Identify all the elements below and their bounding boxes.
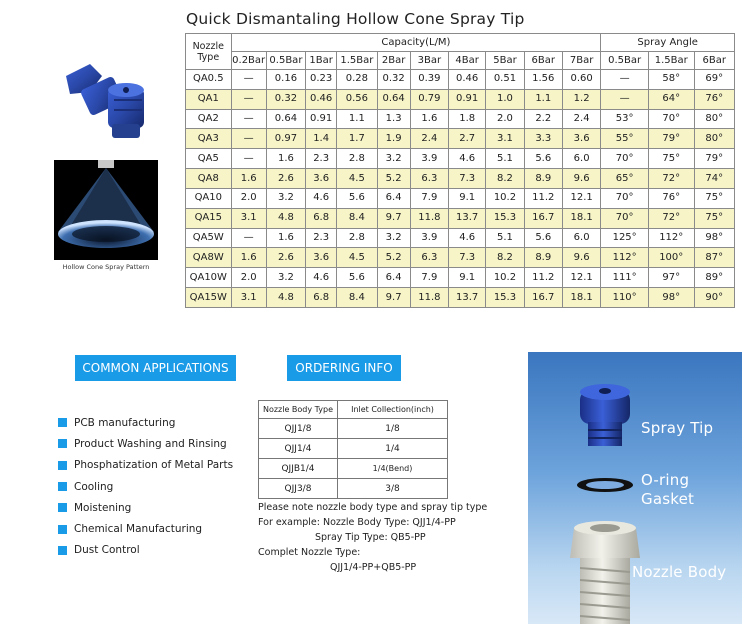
capacity-cell: 9.7 [377, 288, 410, 308]
capacity-cell: 5.6 [337, 268, 377, 288]
capacity-cell: 7.3 [449, 169, 486, 189]
capacity-cell: 0.32 [266, 89, 305, 109]
capacity-cell: 10.2 [486, 188, 524, 208]
capacity-cell: 0.56 [337, 89, 377, 109]
capacity-cell: 4.6 [449, 149, 486, 169]
list-item [58, 476, 233, 497]
bullet-square-icon [58, 546, 67, 555]
spray-angle-cell: 53° [601, 109, 649, 129]
capacity-cell: 0.91 [306, 109, 337, 129]
spray-angle-cell: 125° [601, 228, 649, 248]
capacity-cell: 2.6 [266, 169, 305, 189]
capacity-cell: 2.0 [486, 109, 524, 129]
capacity-cell: 1.6 [266, 228, 305, 248]
spray-angle-cell: 80° [694, 129, 734, 149]
capacity-pressure-header: 0.5Bar [266, 52, 305, 70]
capacity-cell: 5.2 [377, 169, 410, 189]
capacity-pressure-header: 1.5Bar [337, 52, 377, 70]
capacity-cell: 3.6 [306, 248, 337, 268]
table-row [186, 188, 735, 208]
bullet-square-icon [58, 503, 67, 512]
list-item [58, 497, 233, 518]
application-label: Product Washing and Rinsing [74, 437, 227, 450]
capacity-cell: — [231, 149, 266, 169]
capacity-cell: 18.1 [562, 208, 600, 228]
nozzle-type-cell: QA3 [186, 129, 232, 149]
inlet-connection-header: Inlet Collection(inch) [338, 401, 448, 419]
angle-pressure-header: 6Bar [694, 52, 734, 70]
spray-angle-cell: 76° [694, 89, 734, 109]
capacity-cell: 1.6 [266, 149, 305, 169]
spray-angle-cell: 90° [694, 288, 734, 308]
capacity-cell: 0.91 [449, 89, 486, 109]
spray-angle-cell: 70° [601, 188, 649, 208]
capacity-cell: — [231, 228, 266, 248]
capacity-cell: 0.60 [562, 70, 600, 90]
capacity-cell: 1.8 [449, 109, 486, 129]
capacity-cell: 15.3 [486, 208, 524, 228]
capacity-pressure-header: 6Bar [524, 52, 562, 70]
capacity-cell: 7.9 [410, 268, 448, 288]
spray-angle-cell: 58° [648, 70, 694, 90]
capacity-cell: 11.8 [410, 288, 448, 308]
capacity-cell: 1.7 [337, 129, 377, 149]
capacity-cell: 0.97 [266, 129, 305, 149]
spray-angle-cell: 75° [694, 208, 734, 228]
capacity-pressure-header: 5Bar [486, 52, 524, 70]
spray-angle-cell: 70° [601, 208, 649, 228]
capacity-pressure-header: 7Bar [562, 52, 600, 70]
capacity-pressure-header: 1Bar [306, 52, 337, 70]
nozzle-type-header: Nozzle Type [186, 34, 232, 70]
application-label: Dust Control [74, 544, 140, 557]
ordering-table-body [259, 419, 448, 499]
capacity-cell: 6.3 [410, 248, 448, 268]
capacity-cell: 15.3 [486, 288, 524, 308]
spray-angle-cell: — [601, 89, 649, 109]
capacity-cell: 0.79 [410, 89, 448, 109]
body-type-cell: QJJB1/4 [259, 459, 338, 479]
table-row [186, 288, 735, 308]
capacity-cell: 8.2 [486, 248, 524, 268]
table-row [259, 439, 448, 459]
capacity-cell: 9.1 [449, 188, 486, 208]
capacity-cell: 12.1 [562, 188, 600, 208]
spray-angle-cell: 64° [648, 89, 694, 109]
capacity-cell: 5.1 [486, 149, 524, 169]
capacity-cell: 1.1 [337, 109, 377, 129]
list-item [58, 455, 233, 476]
ordering-info-heading: ORDERING INFO [287, 355, 401, 381]
table-row [259, 479, 448, 499]
capacity-cell: 3.1 [231, 288, 266, 308]
capacity-cell: 1.6 [231, 248, 266, 268]
capacity-cell: 3.1 [486, 129, 524, 149]
spray-angle-cell: 111° [601, 268, 649, 288]
capacity-cell: 11.2 [524, 188, 562, 208]
capacity-cell: 2.4 [410, 129, 448, 149]
ordering-note: Please note nozzle body type and spray tip type [258, 502, 488, 513]
capacity-cell: 9.1 [449, 268, 486, 288]
capacity-pressure-header: 3Bar [410, 52, 448, 70]
capacity-cell: 1.56 [524, 70, 562, 90]
hollow-cone-spray-illustration [54, 160, 158, 260]
capacity-cell: 8.9 [524, 248, 562, 268]
spray-angle-cell: 76° [648, 188, 694, 208]
capacity-cell: 4.5 [337, 169, 377, 189]
capacity-cell: 13.7 [449, 288, 486, 308]
bullet-square-icon [58, 525, 67, 534]
spray-tip-label: Spray Tip [641, 419, 714, 437]
common-applications-heading: COMMON APPLICATIONS [75, 355, 236, 381]
nozzle-type-cell: QA5 [186, 149, 232, 169]
spray-angle-cell: 97° [648, 268, 694, 288]
capacity-table-body [186, 70, 735, 308]
capacity-cell: 2.8 [337, 228, 377, 248]
table-row [186, 169, 735, 189]
capacity-cell: 2.6 [266, 248, 305, 268]
capacity-cell: 4.5 [337, 248, 377, 268]
spray-angle-header: Spray Angle [601, 34, 735, 52]
capacity-cell: — [231, 129, 266, 149]
spray-angle-cell: 65° [601, 169, 649, 189]
spray-angle-cell: 98° [694, 228, 734, 248]
list-item [58, 518, 233, 539]
capacity-cell: 9.7 [377, 208, 410, 228]
capacity-cell: 7.9 [410, 188, 448, 208]
spray-angle-cell: 112° [648, 228, 694, 248]
inlet-connection-cell: 1/4 [338, 439, 448, 459]
nozzle-type-cell: QA2 [186, 109, 232, 129]
capacity-cell: 0.28 [337, 70, 377, 90]
spray-angle-cell: 79° [694, 149, 734, 169]
table-row [186, 248, 735, 268]
capacity-cell: 8.9 [524, 169, 562, 189]
capacity-cell: 3.1 [231, 208, 266, 228]
capacity-cell: 16.7 [524, 208, 562, 228]
assembly-illustration [528, 352, 742, 624]
table-row [186, 208, 735, 228]
table-row [186, 109, 735, 129]
application-label: Phosphatization of Metal Parts [74, 459, 234, 472]
spray-angle-cell: 72° [648, 169, 694, 189]
capacity-cell: 1.2 [562, 89, 600, 109]
oring-label-line1: O-ring [641, 471, 690, 489]
spray-angle-cell: 112° [601, 248, 649, 268]
capacity-cell: 0.23 [306, 70, 337, 90]
spray-angle-cell: 69° [694, 70, 734, 90]
bullet-square-icon [58, 461, 67, 470]
capacity-cell: 3.2 [266, 188, 305, 208]
capacity-cell: 9.6 [562, 169, 600, 189]
example-tip-type: Spray Tip Type: QB5-PP [315, 532, 426, 543]
capacity-cell: 4.6 [449, 228, 486, 248]
application-label: Cooling [74, 480, 114, 493]
nozzle-type-cell: QA8W [186, 248, 232, 268]
nozzle-type-cell: QA15 [186, 208, 232, 228]
capacity-cell: 1.0 [486, 89, 524, 109]
capacity-cell: 0.51 [486, 70, 524, 90]
capacity-table [185, 33, 735, 308]
table-row [186, 149, 735, 169]
capacity-cell: 3.6 [562, 129, 600, 149]
capacity-cell: 5.1 [486, 228, 524, 248]
spray-angle-cell: 87° [694, 248, 734, 268]
capacity-pressure-header: 4Bar [449, 52, 486, 70]
application-label: Chemical Manufacturing [74, 523, 203, 536]
capacity-cell: 3.2 [377, 149, 410, 169]
nozzle-type-cell: QA8 [186, 169, 232, 189]
list-item [58, 412, 233, 433]
capacity-cell: 2.0 [231, 188, 266, 208]
applications-list [58, 412, 233, 561]
capacity-cell: 0.39 [410, 70, 448, 90]
table-row [186, 228, 735, 248]
inlet-connection-cell: 1/4(Bend) [338, 459, 448, 479]
nozzle-type-cell: QA5W [186, 228, 232, 248]
angle-pressure-header: 0.5Bar [601, 52, 649, 70]
table-row [186, 89, 735, 109]
capacity-cell: — [231, 89, 266, 109]
capacity-pressure-header: 2Bar [377, 52, 410, 70]
page-title: Quick Dismantaling Hollow Cone Spray Tip [186, 10, 525, 28]
capacity-cell: 0.64 [266, 109, 305, 129]
exploded-assembly-diagram [528, 352, 742, 624]
capacity-cell: 2.3 [306, 149, 337, 169]
spray-angle-cell: 80° [694, 109, 734, 129]
spray-angle-cell: 74° [694, 169, 734, 189]
capacity-cell: 3.9 [410, 149, 448, 169]
spray-angle-cell: 72° [648, 208, 694, 228]
capacity-cell: 2.3 [306, 228, 337, 248]
nozzle-product-photo [54, 54, 158, 152]
spray-angle-cell: 70° [601, 149, 649, 169]
pressure-header-row [186, 52, 735, 70]
spray-angle-cell: 110° [601, 288, 649, 308]
capacity-cell: — [231, 70, 266, 90]
capacity-cell: 11.8 [410, 208, 448, 228]
table-row [186, 70, 735, 90]
complete-nozzle-label: Complet Nozzle Type: [258, 547, 361, 558]
spray-angle-cell: 79° [648, 129, 694, 149]
capacity-cell: 6.0 [562, 149, 600, 169]
capacity-cell: 8.4 [337, 288, 377, 308]
capacity-cell: 3.2 [266, 268, 305, 288]
nozzle-illustration [54, 54, 158, 152]
spray-angle-cell: 75° [694, 188, 734, 208]
capacity-cell: 5.2 [377, 248, 410, 268]
capacity-cell: 5.6 [524, 149, 562, 169]
list-item [58, 540, 233, 561]
capacity-cell: 3.9 [410, 228, 448, 248]
spray-angle-cell: 100° [648, 248, 694, 268]
example-body-type: For example: Nozzle Body Type: QJJ1/4-PP [258, 517, 456, 528]
capacity-cell: 8.4 [337, 208, 377, 228]
capacity-cell: 1.1 [524, 89, 562, 109]
nozzle-type-cell: QA0.5 [186, 70, 232, 90]
table-row [259, 419, 448, 439]
spray-angle-cell: 89° [694, 268, 734, 288]
capacity-cell: 4.8 [266, 288, 305, 308]
spray-angle-cell: 55° [601, 129, 649, 149]
spray-pattern-photo [54, 160, 158, 260]
capacity-cell: 0.32 [377, 70, 410, 90]
inlet-connection-cell: 1/8 [338, 419, 448, 439]
capacity-cell: 8.2 [486, 169, 524, 189]
capacity-cell: 2.8 [337, 149, 377, 169]
capacity-cell: 6.3 [410, 169, 448, 189]
capacity-cell: 6.8 [306, 208, 337, 228]
capacity-cell: 7.3 [449, 248, 486, 268]
capacity-cell: 10.2 [486, 268, 524, 288]
complete-nozzle-value: QJJ1/4-PP+QB5-PP [330, 562, 417, 573]
capacity-header: Capacity(L/M) [231, 34, 601, 52]
capacity-cell: 2.7 [449, 129, 486, 149]
capacity-cell: 0.46 [449, 70, 486, 90]
capacity-cell: 1.6 [231, 169, 266, 189]
body-type-header: Nozzle Body Type [259, 401, 338, 419]
nozzle-type-cell: QA10W [186, 268, 232, 288]
nozzle-body-part [570, 521, 640, 624]
spray-pattern-caption: Hollow Cone Spray Pattern [62, 263, 150, 271]
capacity-cell: 0.16 [266, 70, 305, 90]
capacity-cell: 4.8 [266, 208, 305, 228]
capacity-cell: 3.6 [306, 169, 337, 189]
spray-angle-cell: 70° [648, 109, 694, 129]
nozzle-type-cell: QA15W [186, 288, 232, 308]
capacity-cell: 0.64 [377, 89, 410, 109]
nozzle-type-cell: QA10 [186, 188, 232, 208]
capacity-cell: 2.2 [524, 109, 562, 129]
bullet-square-icon [58, 418, 67, 427]
capacity-cell: — [231, 109, 266, 129]
inlet-connection-cell: 3/8 [338, 479, 448, 499]
capacity-cell: 4.6 [306, 268, 337, 288]
bullet-square-icon [58, 482, 67, 491]
capacity-cell: 5.6 [337, 188, 377, 208]
spray-angle-cell: 98° [648, 288, 694, 308]
bullet-square-icon [58, 439, 67, 448]
body-type-cell: QJJ1/4 [259, 439, 338, 459]
capacity-cell: 0.46 [306, 89, 337, 109]
table-row [186, 129, 735, 149]
capacity-cell: 3.2 [377, 228, 410, 248]
nozzle-body-label: Nozzle Body [632, 563, 727, 581]
capacity-cell: 9.6 [562, 248, 600, 268]
capacity-cell: 16.7 [524, 288, 562, 308]
capacity-cell: 12.1 [562, 268, 600, 288]
spray-tip-part [580, 384, 630, 446]
capacity-cell: 13.7 [449, 208, 486, 228]
capacity-cell: 1.9 [377, 129, 410, 149]
body-type-cell: QJJ3/8 [259, 479, 338, 499]
capacity-cell: 11.2 [524, 268, 562, 288]
table-row [186, 268, 735, 288]
capacity-cell: 6.4 [377, 268, 410, 288]
capacity-cell: 2.4 [562, 109, 600, 129]
table-row [259, 459, 448, 479]
angle-pressure-header: 1.5Bar [648, 52, 694, 70]
application-label: PCB manufacturing [74, 416, 176, 429]
capacity-cell: 18.1 [562, 288, 600, 308]
capacity-cell: 5.6 [524, 228, 562, 248]
capacity-cell: 6.0 [562, 228, 600, 248]
capacity-cell: 3.3 [524, 129, 562, 149]
capacity-cell: 4.6 [306, 188, 337, 208]
spray-angle-cell: — [601, 70, 649, 90]
capacity-cell: 2.0 [231, 268, 266, 288]
list-item [58, 433, 233, 454]
capacity-cell: 1.4 [306, 129, 337, 149]
ordering-table [258, 400, 448, 499]
application-label: Moistening [74, 501, 132, 514]
nozzle-type-cell: QA1 [186, 89, 232, 109]
capacity-cell: 1.6 [410, 109, 448, 129]
spray-angle-cell: 75° [648, 149, 694, 169]
capacity-cell: 1.3 [377, 109, 410, 129]
capacity-cell: 6.4 [377, 188, 410, 208]
body-type-cell: QJJ1/8 [259, 419, 338, 439]
capacity-cell: 6.8 [306, 288, 337, 308]
oring-label-line2: Gasket [641, 490, 695, 508]
capacity-pressure-header: 0.2Bar [231, 52, 266, 70]
